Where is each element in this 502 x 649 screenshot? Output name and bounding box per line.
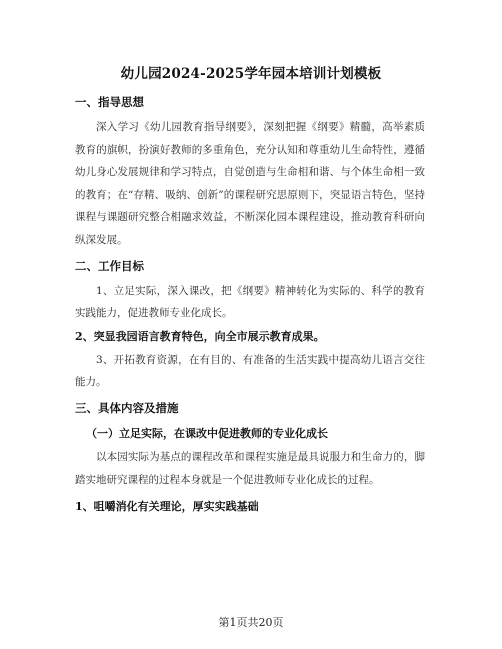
- paragraph-goal-1: 1、立足实际，深入课改，把《纲要》精神转化为实际的、科学的教育实践能力，促进教师专业化成长。: [75, 284, 425, 320]
- document-body: [75, 92, 425, 519]
- paragraph-goal-3: 3、开拓教育资源，在有目的、有准备的生活实践中提高幼儿语言交往能力。: [75, 353, 425, 389]
- section-heading-guiding-ideology: 一、指导思想: [75, 95, 144, 109]
- section-heading-work-goals: 二、工作目标: [75, 258, 144, 273]
- document-title: 幼儿园2024-2025学年园本培训计划模板: [120, 66, 382, 82]
- paragraph-guiding-ideology: 深入学习《幼儿园教育指导纲要》，深刻把握《纲要》精髓，高举素质教育的旗帜，扮演好教师的多重角色，充分认知和尊重幼儿生命特性，遵循幼儿身心发展规律和学习特点，自觉创造与生命相和谐、与个体生命相一致的教育；在“存精、吸纳、创新”的课程研究思原则下，突显语言特色，坚持课程与课题研究整合相融求效益，不断深化园本课程建设，推动教育科研向纵深发展。: [75, 121, 425, 246]
- paragraph-curriculum-reform: 以本园实际为基点的课程改革和课程实施是最具说服力和生命力的，脚踏实地研究课程的过程本身就是一个促进教师专业化成长的过程。: [75, 450, 425, 486]
- page-footer: 第1页共20页: [218, 616, 284, 629]
- subheading-theory-digest: 1、咀嚼消化有关理论，厚实实践基础: [75, 500, 259, 514]
- section-heading-content-measures: 三、具体内容及措施: [75, 400, 179, 415]
- subheading-curriculum-reform: （一）立足实际，在课改中促进教师的专业化成长: [86, 426, 328, 440]
- paragraph-goal-2: 2、突显我园语言教育特色，向全市展示教育成果。: [75, 329, 325, 343]
